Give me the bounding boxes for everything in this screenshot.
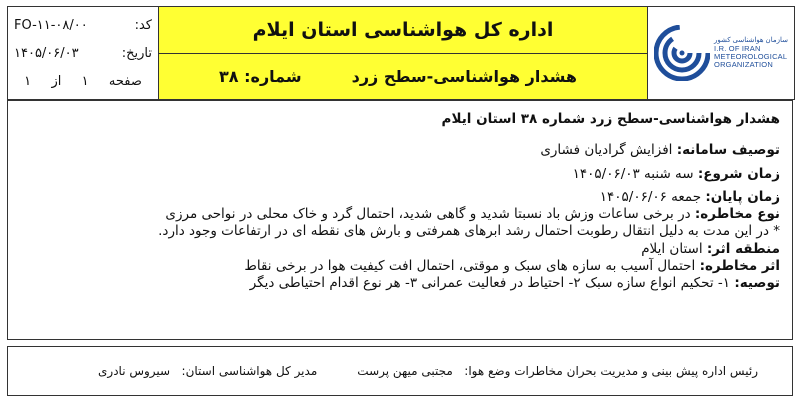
director-label: مدیر کل هواشناسی استان:	[181, 364, 318, 378]
warning-title-row	[159, 54, 647, 100]
code-label: کد:	[134, 17, 152, 33]
number-value: ۳۸	[219, 66, 239, 86]
page-current: ۱	[81, 73, 89, 89]
code-value: FO-۱۱-۰۸/۰۰	[14, 17, 88, 33]
forecast-head-label: رئیس اداره پیش بینی و مدیریت بحران مخاطرات وضع هوا:	[464, 364, 758, 378]
system-label: توصیف سامانه:	[676, 142, 780, 159]
note-line: * در این مدت به دلیل انتقال رطوبت احتمال رشد ابرهای همرفتی و بارش های نقطه ای در ارتفاعات وجود دارد.	[158, 223, 780, 240]
area-line	[20, 241, 780, 258]
forecast-head-signature	[357, 364, 758, 378]
logo-cell	[647, 7, 794, 99]
end-line	[20, 189, 780, 206]
director-name: سیروس نادری	[98, 364, 171, 378]
hazard-value: در برخی ساعات وزش باد نسبتا شدید و گاهی شدید، احتمال گرد و خاک محلی در نواحی مرزی	[165, 206, 695, 223]
warning-number	[219, 67, 302, 86]
page-label: صفحه	[108, 73, 142, 89]
area-label: منطقه اثر:	[706, 240, 780, 257]
number-label: شماره:	[244, 66, 302, 86]
hazard-label: نوع مخاطره:	[694, 206, 780, 223]
system-line	[20, 142, 780, 159]
code-row	[14, 18, 152, 33]
recommend-label: توصیه:	[734, 275, 780, 292]
start-label: زمان شروع:	[697, 165, 780, 182]
document-header	[7, 6, 795, 100]
logo-english-line3: ORGANIZATION	[714, 60, 773, 70]
date-label: تاریخ:	[121, 45, 152, 61]
logo-english-line1: I.R. OF IRAN	[714, 44, 761, 54]
start-line	[20, 166, 780, 183]
impact-label: اثر مخاطره:	[699, 257, 780, 274]
impact-line	[20, 258, 780, 275]
end-label: زمان پایان:	[705, 188, 780, 205]
impact-value: احتمال آسیب به سازه های سبک و موقتی، احتمال افت کیفیت هوا در برخی نقاط	[244, 257, 700, 274]
page-of: از	[51, 73, 62, 89]
hazard-line	[20, 206, 780, 223]
title-block	[158, 7, 647, 99]
end-value: جمعه ۱۴۰۵/۰۶/۰۶	[599, 188, 706, 205]
start-value: سه شنبه ۱۴۰۵/۰۶/۰۳	[572, 165, 698, 182]
director-signature	[98, 364, 317, 378]
date-row	[14, 46, 152, 61]
warning-title: هشدار هواشناسی-سطح زرد	[351, 66, 577, 86]
page-total: ۱	[24, 73, 32, 89]
system-value: افزایش گرادیان فشاری	[540, 142, 677, 159]
logo-english-line2: METEOROLOGICAL	[714, 52, 788, 62]
recommend-line	[20, 275, 780, 292]
meta-block	[8, 7, 158, 99]
organization-logo	[654, 25, 788, 81]
recommend-value: ۱- تحکیم انواع سازه سبک ۲- احتیاط در فعالیت عمرانی ۳- هر نوع اقدام احتیاطی دیگر	[249, 275, 735, 292]
org-title: اداره کل هواشناسی استان ایلام	[159, 7, 647, 54]
spiral-logo-icon	[654, 25, 710, 81]
area-value: استان ایلام	[641, 240, 707, 257]
signature-footer	[7, 346, 793, 396]
logo-persian-text: سازمان هواشناسی کشور	[714, 37, 788, 45]
warning-body	[7, 100, 793, 340]
page-row	[14, 74, 152, 89]
logo-text	[714, 37, 788, 69]
forecast-head-name: مجتبی میهن پرست	[357, 364, 453, 378]
warning-heading: هشدار هواشناسی-سطح زرد شماره ۳۸ استان ایلام	[441, 111, 780, 127]
date-value: ۱۴۰۵/۰۶/۰۳	[14, 45, 79, 61]
